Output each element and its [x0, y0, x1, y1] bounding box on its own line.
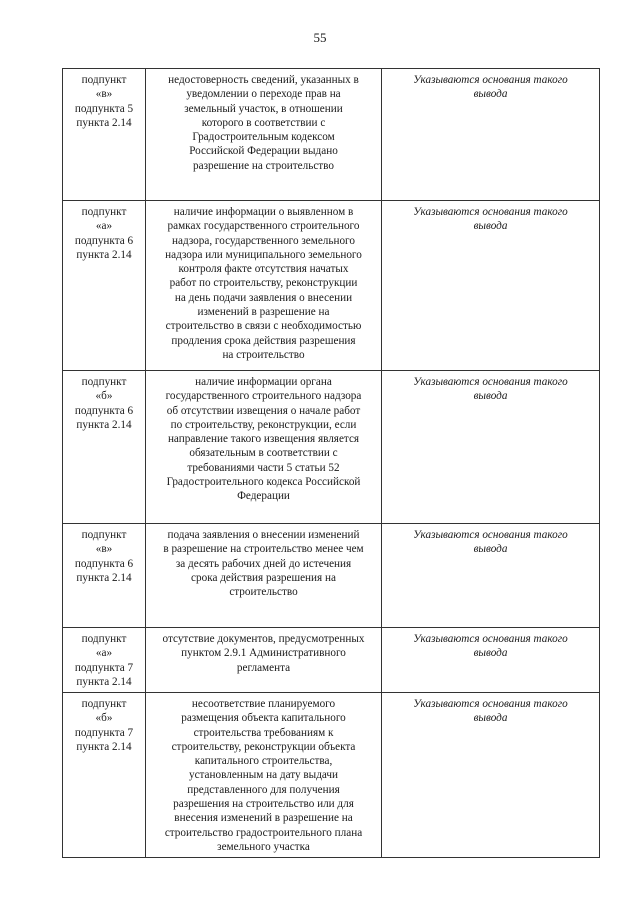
note-cell: [382, 628, 600, 693]
reason-cell-line: строительства требованиям к: [193, 726, 334, 739]
reason-cell-line: разрешение на строительство: [193, 159, 334, 172]
reference-cell-line: подпункта 6: [74, 404, 134, 417]
reason-cell-line: земельный участок, в отношении: [184, 102, 343, 115]
reason-cell-line: на день подачи заявления о внесении: [174, 291, 353, 304]
reason-cell-line: срока действия разрешения на: [191, 571, 336, 584]
reference-cell-line: подпункт: [81, 376, 127, 388]
reason-cell-line: продления срока действия разрешения: [171, 334, 356, 347]
reference-cell: [63, 201, 146, 371]
reference-cell-line: пункта 2.14: [76, 740, 132, 753]
note-cell-line: вывода: [473, 390, 508, 403]
reference-cell-line: подпункта 6: [74, 234, 134, 247]
note-cell-line: Указываются основания такого: [413, 206, 568, 218]
reason-cell-line: недостоверность сведений, указанных в: [168, 74, 359, 86]
table-row: [63, 371, 600, 524]
reference-cell-line: подпункт: [81, 74, 127, 86]
reason-cell-line: уведомлении о переходе прав на: [186, 88, 341, 101]
reference-cell-line: пункта 2.14: [76, 116, 132, 129]
note-cell-line: Указываются основания такого: [413, 698, 568, 710]
reference-cell-line: «б»: [95, 712, 113, 725]
reason-cell-line: Градостроительным кодексом: [192, 131, 335, 144]
reason-cell-line: размещения объекта капитального: [181, 712, 346, 725]
note-cell-line: Указываются основания такого: [413, 376, 568, 388]
note-cell: [382, 524, 600, 628]
reference-cell-line: пункта 2.14: [76, 418, 132, 431]
reason-cell-line: в разрешение на строительство менее чем: [163, 543, 364, 556]
reason-cell: [146, 628, 382, 693]
note-cell-line: вывода: [473, 647, 508, 660]
reference-cell: [63, 693, 146, 858]
reason-cell-line: наличие информации о выявленном в: [173, 206, 354, 218]
reference-cell-line: пункта 2.14: [76, 248, 132, 261]
table-row: [63, 201, 600, 371]
reference-cell-line: подпункта 7: [74, 661, 134, 674]
reason-cell-line: надзора или муниципального земельного: [165, 248, 362, 261]
reason-cell-line: строительство: [229, 586, 298, 599]
reason-cell-line: разрешения на строительство или для: [173, 798, 354, 811]
reference-cell-line: «а»: [95, 220, 113, 233]
note-cell: [382, 201, 600, 371]
reference-cell-line: «а»: [95, 647, 113, 660]
note-cell: [382, 69, 600, 201]
reason-cell-line: отсутствие документов, предусмотренных: [162, 633, 365, 645]
table-row: [63, 69, 600, 201]
reference-cell-line: подпункт: [81, 529, 127, 541]
reference-cell-line: подпункт: [81, 698, 127, 710]
reference-cell-line: «в»: [95, 543, 113, 556]
reference-cell-line: «в»: [95, 88, 113, 101]
reason-cell-line: которого в соответствии с: [201, 116, 326, 129]
reason-cell-line: обязательным в соответствии с: [189, 447, 338, 460]
note-cell-line: вывода: [473, 712, 508, 725]
reason-cell-line: об отсутствии извещения о начале работ: [166, 404, 361, 417]
reason-cell-line: за десять рабочих дней до истечения: [175, 557, 352, 570]
reference-cell-line: пункта 2.14: [76, 675, 132, 688]
table-row: [63, 524, 600, 628]
reference-cell-line: подпункта 5: [74, 102, 134, 115]
table-row: [63, 628, 600, 693]
table-row: [63, 693, 600, 858]
note-cell: [382, 693, 600, 858]
note-cell-line: вывода: [473, 88, 508, 101]
reason-cell-line: регламента: [236, 661, 291, 674]
reason-cell: [146, 371, 382, 524]
reference-cell-line: «б»: [95, 390, 113, 403]
reason-cell-line: рамках государственного строительного: [167, 220, 360, 233]
reason-cell-line: по строительству, реконструкции, если: [170, 418, 357, 431]
reason-cell-line: надзора, государственного земельного: [172, 234, 355, 247]
grounds-table: [62, 68, 600, 858]
reason-cell-line: государственного строительного надзора: [165, 390, 362, 403]
reason-cell-line: представленного для получения: [187, 783, 340, 796]
reference-cell-line: пункта 2.14: [76, 571, 132, 584]
reason-cell: [146, 693, 382, 858]
note-cell-line: Указываются основания такого: [413, 633, 568, 645]
reference-cell-line: подпункта 6: [74, 557, 134, 570]
reason-cell-line: земельного участка: [217, 840, 310, 853]
reason-cell: [146, 201, 382, 371]
reference-cell: [63, 628, 146, 693]
reason-cell-line: подача заявления о внесении изменений: [167, 529, 360, 541]
reason-cell: [146, 524, 382, 628]
reference-cell: [63, 371, 146, 524]
reason-cell-line: работ по строительству, реконструкции: [169, 277, 358, 290]
reason-cell-line: капитального строительства,: [194, 755, 333, 768]
note-cell-line: вывода: [473, 543, 508, 556]
reference-cell-line: подпункта 7: [74, 726, 134, 739]
note-cell-line: Указываются основания такого: [413, 529, 568, 541]
reason-cell-line: строительству, реконструкции объекта: [171, 740, 356, 753]
reason-cell-line: несоответствие планируемого: [191, 698, 336, 710]
reason-cell-line: наличие информации органа: [195, 376, 332, 388]
reason-cell-line: Градостроительного кодекса Российской: [166, 476, 361, 489]
reference-cell: [63, 524, 146, 628]
note-cell-line: вывода: [473, 220, 508, 233]
reason-cell-line: строительство градостроительного плана: [164, 826, 363, 839]
reference-cell: [63, 69, 146, 201]
reason-cell-line: установленным на дату выдачи: [188, 769, 339, 782]
reason-cell-line: строительство в связи с необходимостью: [165, 320, 362, 333]
reason-cell-line: требованиями части 5 статьи 52: [187, 461, 340, 474]
reason-cell-line: изменений в разрешение на: [197, 306, 330, 319]
reason-cell-line: направление такого извещения является: [167, 433, 360, 446]
note-cell: [382, 371, 600, 524]
note-cell-line: Указываются основания такого: [413, 74, 568, 86]
reason-cell-line: пунктом 2.9.1 Административного: [181, 647, 346, 660]
reason-cell-line: на строительство: [222, 348, 305, 361]
reason-cell-line: внесения изменений в разрешение на: [174, 812, 353, 825]
reference-cell-line: подпункт: [81, 206, 127, 218]
reason-cell-line: контроля факте отсутствия начатых: [178, 263, 349, 276]
reason-cell: [146, 69, 382, 201]
grounds-table-body: [63, 69, 600, 858]
page-number: 55: [313, 30, 327, 45]
reference-cell-line: подпункт: [81, 633, 127, 645]
reason-cell-line: Российской Федерации выдано: [189, 145, 338, 158]
reason-cell-line: Федерации: [237, 490, 290, 503]
